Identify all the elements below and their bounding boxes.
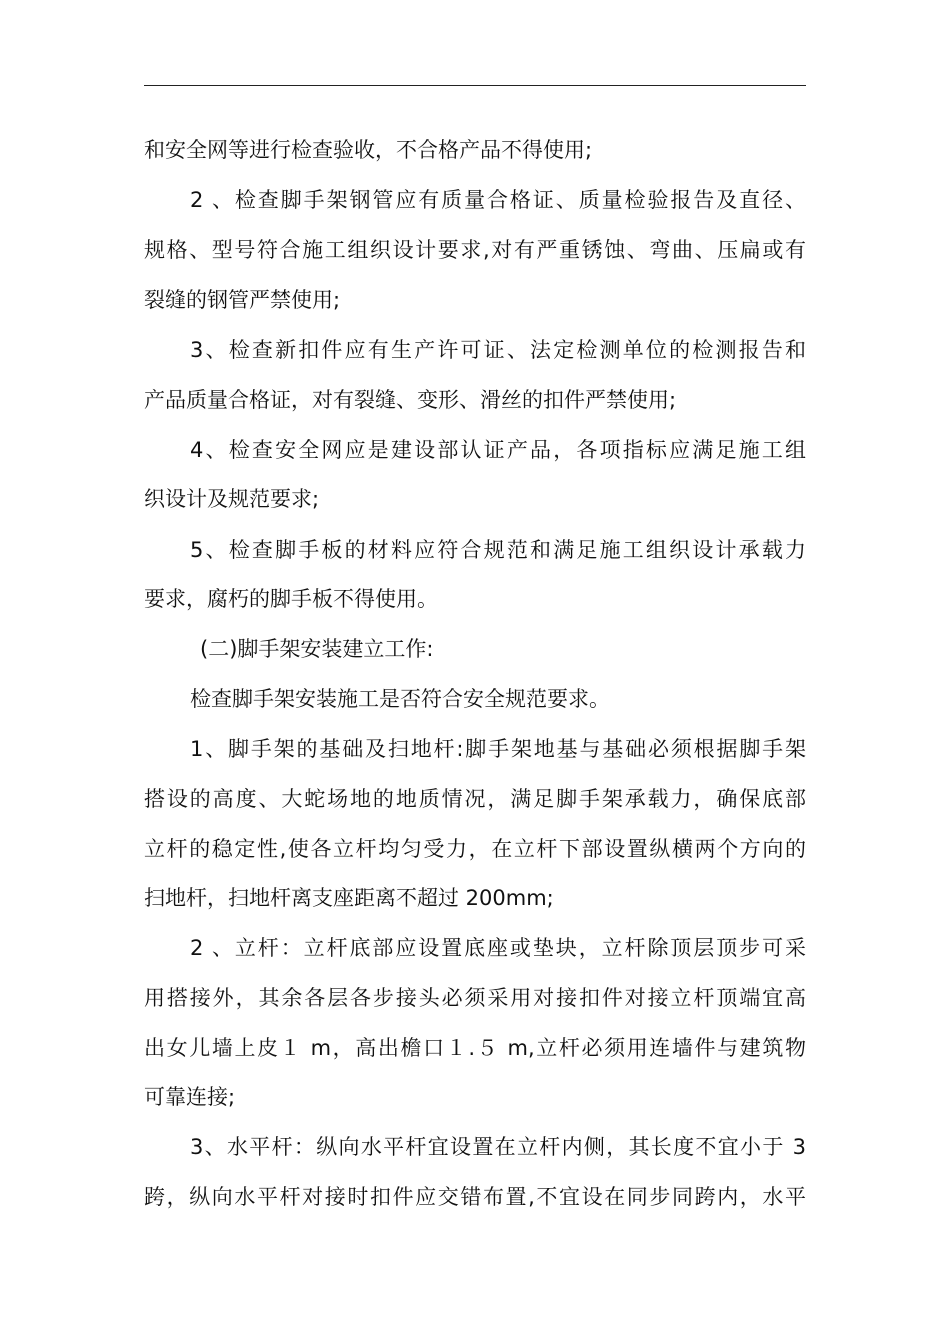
text-line: 可靠连接;	[144, 1085, 236, 1109]
text-line: 出女儿墙上皮１ m，高出檐口１.５ m,立杆必须用连墙件与建筑物	[144, 1036, 806, 1060]
text-line: 扫地杆，扫地杆离支座距离不超过 200mm;	[144, 886, 554, 910]
text-line: 裂缝的钢管严禁使用;	[144, 288, 341, 312]
text-line: 用搭接外，其余各层各步接头必须采用对接扣件对接立杆顶端宜高	[144, 986, 806, 1010]
text-line: 织设计及规范要求;	[144, 487, 320, 511]
text-line: 3、水平杆：纵向水平杆宜设置在立杆内侧，其长度不宜小于 3	[190, 1135, 806, 1159]
text-line: 5、检查脚手板的材料应符合规范和满足施工组织设计承载力	[190, 538, 806, 562]
text-line: 产品质量合格证，对有裂缝、变形、滑丝的扣件严禁使用;	[144, 388, 677, 412]
text-line: 1、脚手架的基础及扫地杆:脚手架地基与基础必须根据脚手架	[190, 737, 806, 761]
text-line: 要求，腐朽的脚手板不得使用。	[144, 587, 438, 611]
text-line: 跨，纵向水平杆对接时扣件应交错布置,不宜设在同步同跨内，水平	[144, 1185, 806, 1209]
text-line: 3、检查新扣件应有生产许可证、法定检测单位的检测报告和	[190, 338, 806, 362]
section-heading: (二)脚手架安装建立工作:	[200, 637, 434, 661]
text-line: 4、检查安全网应是建设部认证产品，各项指标应满足施工组	[190, 438, 806, 462]
header-rule	[144, 85, 806, 86]
text-line: 检查脚手架安装施工是否符合安全规范要求。	[190, 687, 610, 711]
text-line: 立杆的稳定性,使各立杆均匀受力，在立杆下部设置纵横两个方向的	[144, 837, 806, 861]
text-line: 2 、检查脚手架钢管应有质量合格证、质量检验报告及直径、	[190, 188, 806, 212]
text-line: 规格、型号符合施工组织设计要求,对有严重锈蚀、弯曲、压扁或有	[144, 238, 806, 262]
text-line: 和安全网等进行检查验收，不合格产品不得使用;	[144, 138, 593, 162]
text-line: 2 、立杆：立杆底部应设置底座或垫块，立杆除顶层顶步可采	[190, 936, 806, 960]
text-line: 搭设的高度、大蛇场地的地质情况，满足脚手架承载力，确保底部	[144, 787, 806, 811]
